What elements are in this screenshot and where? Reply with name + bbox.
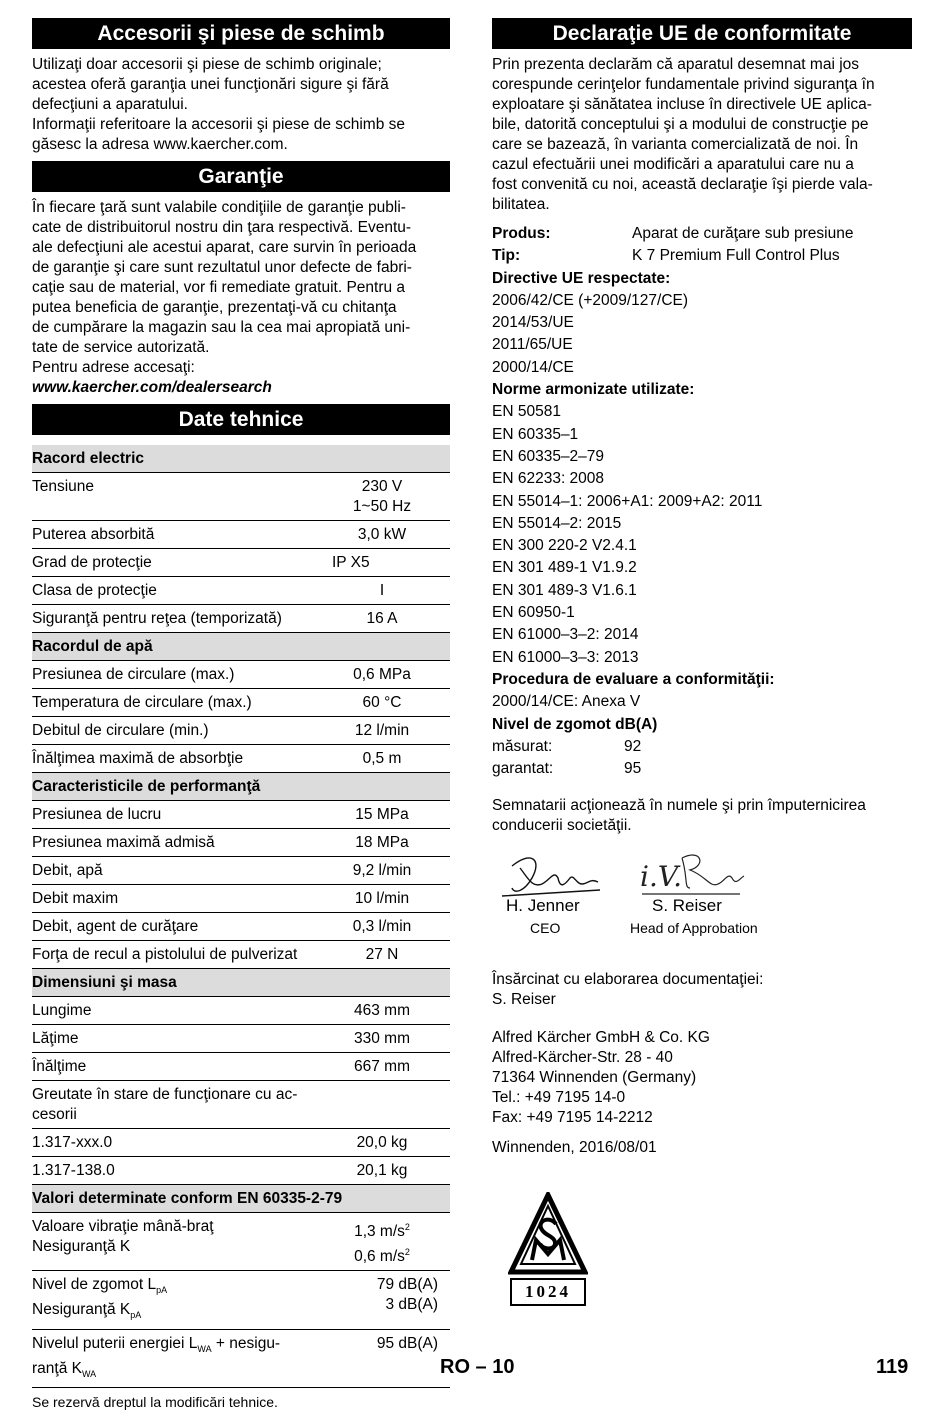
row-label: Debit maxim xyxy=(32,885,314,913)
sig2-prefix: i.V. xyxy=(640,860,683,894)
tech-data-table xyxy=(32,445,450,1388)
norm-item: EN 301 489-3 V1.6.1 xyxy=(492,581,637,599)
text-line: bile, datorită conceptului şi a modului de construcţie pe xyxy=(492,116,869,133)
text-line: Pentru adrese accesaţi: xyxy=(32,359,195,376)
guaranteed-value: 95 xyxy=(624,760,642,778)
procedure-label: Procedura de evaluare a conformităţii: xyxy=(492,670,775,688)
page-section-label: RO – 10 xyxy=(440,1356,515,1378)
produs-value: Aparat de curăţare sub presiune xyxy=(632,225,854,242)
table-row xyxy=(32,745,450,773)
table-row xyxy=(32,857,450,885)
row-value: 60 °C xyxy=(314,689,450,717)
text-line: cate de distribuitorul nostru din ţara respectivă. Eventu- xyxy=(32,219,412,236)
table-row xyxy=(32,1157,450,1185)
row-value: 15 MPa xyxy=(314,801,450,829)
accessories-text xyxy=(32,55,450,155)
row-value: IP X5 xyxy=(314,549,450,577)
table-row xyxy=(32,605,450,633)
row-value: 16 A xyxy=(314,605,450,633)
table-row xyxy=(32,661,450,689)
text-line: exploatare şi sănătatea incluse în directivele UE aplica- xyxy=(492,96,872,113)
table-row xyxy=(32,1329,450,1387)
left-column xyxy=(32,18,450,1410)
norm-item: EN 61000–3–2: 2014 xyxy=(492,626,639,644)
table-row xyxy=(32,913,450,941)
tech-data-title: Date tehnice xyxy=(32,404,450,435)
mark-number: 1024 xyxy=(510,1278,586,1306)
row-value: 0,5 m xyxy=(314,745,450,773)
tip-value: K 7 Premium Full Control Plus xyxy=(632,247,840,265)
row-label: Debit, agent de curăţare xyxy=(32,913,314,941)
directive-item: 2000/14/CE xyxy=(492,358,574,376)
address-line: Tel.: +49 7195 14-0 xyxy=(492,1089,626,1107)
directives-label: Directive UE respectate: xyxy=(492,269,671,287)
address-line: Fax: +49 7195 14-2212 xyxy=(492,1109,653,1127)
row-value: 463 mm xyxy=(314,997,450,1025)
row-value: 18 MPa xyxy=(314,829,450,857)
address-line: 71364 Winnenden (Germany) xyxy=(492,1069,697,1087)
table-section-header xyxy=(32,633,450,661)
row-value: 330 mm xyxy=(314,1025,450,1053)
text-line: S. Reiser xyxy=(492,991,556,1009)
declaration-details xyxy=(492,223,912,780)
sig2-role: Head of Approbation xyxy=(630,920,758,937)
text-line: Utilizaţi doar accesorii şi piese de schimb originale; xyxy=(32,56,382,73)
text-line: care se bazează, în varianta comercializată de noi. În xyxy=(492,136,859,153)
address-line: Alfred-Kärcher-Str. 28 - 40 xyxy=(492,1049,673,1067)
sm-triangle-icon xyxy=(508,1192,588,1276)
table-row xyxy=(32,1053,450,1081)
guaranteed-label: garantat: xyxy=(492,760,554,778)
row-label: Lungime xyxy=(32,997,314,1025)
text-line: putea beneficia de garanţie, prezentaţi-vă cu chitanţa xyxy=(32,299,397,316)
row-label: Înălţime xyxy=(32,1053,314,1081)
row-value: 12 l/min xyxy=(314,717,450,745)
page-number: 119 xyxy=(876,1356,909,1378)
directive-item: 2011/65/UE xyxy=(492,336,573,354)
row-label: Presiunea maximă admisă xyxy=(32,829,314,857)
dealer-search-link[interactable]: www.kaercher.com/dealersearch xyxy=(32,379,272,396)
accessories-title: Accesorii şi piese de schimb xyxy=(32,18,450,49)
row-value: 0,6 MPa xyxy=(314,661,450,689)
measured-label: măsurat: xyxy=(492,737,553,755)
text-line: acestea oferă garanţia unei funcţionări sigure şi fără xyxy=(32,76,389,93)
declaration-intro xyxy=(492,55,912,215)
table-row xyxy=(32,549,450,577)
directive-item: 2014/53/UE xyxy=(492,314,574,332)
table-row xyxy=(32,689,450,717)
row-label: Temperatura de circulare (max.) xyxy=(32,689,314,717)
text-line: ale defecţiuni ale acestui aparat, care survin în perioada xyxy=(32,239,417,256)
signatures xyxy=(492,848,912,938)
row-label: Debit, apă xyxy=(32,857,314,885)
row-label: Debitul de circulare (min.) xyxy=(32,717,314,745)
table-row xyxy=(32,717,450,745)
norm-item: EN 300 220-2 V2.4.1 xyxy=(492,537,637,555)
row-value: 20,0 kg xyxy=(314,1129,450,1157)
sig1-name: H. Jenner xyxy=(506,896,580,916)
produs-label: Produs: xyxy=(492,225,551,242)
norm-item: EN 60335–2–79 xyxy=(492,447,605,465)
row-label: Înălţimea maximă de absorbţie xyxy=(32,745,314,773)
table-row xyxy=(32,801,450,829)
section-label: Racord electric xyxy=(32,445,450,473)
text-line: bilitatea. xyxy=(492,196,550,213)
text-line: tate de service autorizată. xyxy=(32,339,210,356)
measured-value: 92 xyxy=(624,737,642,755)
warranty-text xyxy=(32,198,450,398)
text-line: conducerii societăţii. xyxy=(492,817,632,835)
table-row xyxy=(32,577,450,605)
section-label: Racordul de apă xyxy=(32,633,450,661)
row-value: 1,3 $m/s^2$ 0,6 $m/s^2$ xyxy=(314,1213,450,1271)
row-label: Presiunea de lucru xyxy=(32,801,314,829)
text-line: Informaţii referitoare la accesorii şi piese de schimb se xyxy=(32,116,406,133)
sm-certification-mark xyxy=(508,1192,588,1304)
norm-item: EN 60950-1 xyxy=(492,604,575,622)
row-value: 230 V 1~50 Hz xyxy=(314,473,450,521)
row-label: Lăţime xyxy=(32,1025,314,1053)
row-label: Presiunea de circulare (max.) xyxy=(32,661,314,689)
sig1-role: CEO xyxy=(530,920,561,937)
text-line: corespunde cerinţelor fundamentale privind siguranţa în xyxy=(492,76,875,93)
table-row xyxy=(32,473,450,521)
documentation-responsible xyxy=(492,970,912,1010)
norms-label: Norme armonizate utilizate: xyxy=(492,381,695,399)
text-line: Prin prezenta declarăm că aparatul desemnat mai jos xyxy=(492,56,860,73)
section-label: Caracteristicile de performanţă xyxy=(32,773,450,801)
noise-label: Nivel de zgomot dB(A) xyxy=(492,715,658,733)
table-row xyxy=(32,521,450,549)
row-label: Nivelul puterii energiei $L_{WA}$ + nesigu- ranţă $K_{WA}$ xyxy=(32,1329,314,1387)
row-value: 3,0 kW xyxy=(314,521,450,549)
text-line: În fiecare ţară sunt valabile condiţiile de garanţie publi- xyxy=(32,199,406,216)
norm-item: EN 301 489-1 V1.9.2 xyxy=(492,559,637,577)
technical-changes-note: Se rezervă dreptul la modificări tehnice. xyxy=(32,1393,278,1410)
row-value: I xyxy=(314,577,450,605)
row-value: 0,3 l/min xyxy=(314,913,450,941)
norm-item: EN 60335–1 xyxy=(492,425,579,443)
table-section-header xyxy=(32,445,450,473)
row-label: Greutate în stare de funcţionare cu ac- cesorii xyxy=(32,1081,450,1129)
table-section-header xyxy=(32,773,450,801)
row-label: 1.317-xxx.0 xyxy=(32,1129,314,1157)
table-row xyxy=(32,885,450,913)
signatories-text xyxy=(492,796,912,836)
norm-item: EN 61000–3–3: 2013 xyxy=(492,648,639,666)
row-value: 9,2 l/min xyxy=(314,857,450,885)
table-row xyxy=(32,997,450,1025)
text-line: găsesc la adresa www.kaercher.com. xyxy=(32,136,288,153)
norm-item: EN 55014–2: 2015 xyxy=(492,514,622,532)
text-line: caţie sau de material, vor fi remediate gratuit. Pentru a xyxy=(32,279,406,296)
row-value: 667 mm xyxy=(314,1053,450,1081)
table-section-header xyxy=(32,1185,450,1213)
text-line: Însărcinat cu elaborarea documentaţiei: xyxy=(492,971,764,989)
norm-item: EN 62233: 2008 xyxy=(492,470,605,488)
row-label: Tensiune xyxy=(32,473,314,521)
row-value: 20,1 kg xyxy=(314,1157,450,1185)
procedure-value: 2000/14/CE: Anexa V xyxy=(492,693,641,711)
row-label: Siguranţă pentru reţea (temporizată) xyxy=(32,605,314,633)
row-label: Clasa de protecţie xyxy=(32,577,314,605)
table-section-header xyxy=(32,969,450,997)
row-label: Forţa de recul a pistolului de pulverizat xyxy=(32,941,314,969)
table-row xyxy=(32,1129,450,1157)
row-value: 27 N xyxy=(314,941,450,969)
text-line: de garanţie şi care sunt rezultatul unor defecte de fabri- xyxy=(32,259,412,276)
row-label: Grad de protecţie xyxy=(32,549,314,577)
row-value: 95 dB(A) xyxy=(314,1329,450,1387)
declaration-title: Declaraţie UE de conformitate xyxy=(492,18,912,49)
table-row xyxy=(32,1213,450,1271)
address-line: Alfred Kärcher GmbH & Co. KG xyxy=(492,1029,710,1047)
right-column xyxy=(492,18,912,1304)
row-value: 10 l/min xyxy=(314,885,450,913)
table-row xyxy=(32,1025,450,1053)
text-line: de cumpărare la magazin sau la cea mai apropiată uni- xyxy=(32,319,411,336)
row-label: Puterea absorbită xyxy=(32,521,314,549)
warranty-title: Garanţie xyxy=(32,161,450,192)
text-line: defecţiuni a aparatului. xyxy=(32,96,188,113)
table-row xyxy=(32,1081,450,1129)
place-date: Winnenden, 2016/08/01 xyxy=(492,1139,657,1157)
row-label: Valoare vibraţie mână-braţ Nesiguranţă K xyxy=(32,1213,314,1271)
table-row xyxy=(32,941,450,969)
directive-item: 2006/42/CE (+2009/127/CE) xyxy=(492,291,689,309)
table-row xyxy=(32,1271,450,1329)
row-value: 79 dB(A) 3 dB(A) xyxy=(314,1271,450,1329)
norm-item: EN 55014–1: 2006+A1: 2009+A2: 2011 xyxy=(492,492,763,510)
text-line: fost convenită cu noi, această declaraţie îşi pierde vala- xyxy=(492,176,873,193)
section-label: Valori determinate conform EN 60335-2-79 xyxy=(32,1185,450,1213)
row-label: 1.317-138.0 xyxy=(32,1157,314,1185)
text-line: cazul efectuării unei modificări a aparatului care nu a xyxy=(492,156,854,173)
sig2-name: S. Reiser xyxy=(652,896,722,916)
section-label: Dimensiuni şi masa xyxy=(32,969,450,997)
tip-label: Tip: xyxy=(492,247,521,265)
text-line: Semnatarii acţionează în numele şi prin împuternicirea xyxy=(492,797,866,815)
company-address xyxy=(492,1028,912,1128)
table-row xyxy=(32,829,450,857)
norm-item: EN 50581 xyxy=(492,403,561,421)
row-label: Nivel de zgomot $L_{pA}$ Nesiguranţă $K_{pA}$ xyxy=(32,1271,314,1329)
